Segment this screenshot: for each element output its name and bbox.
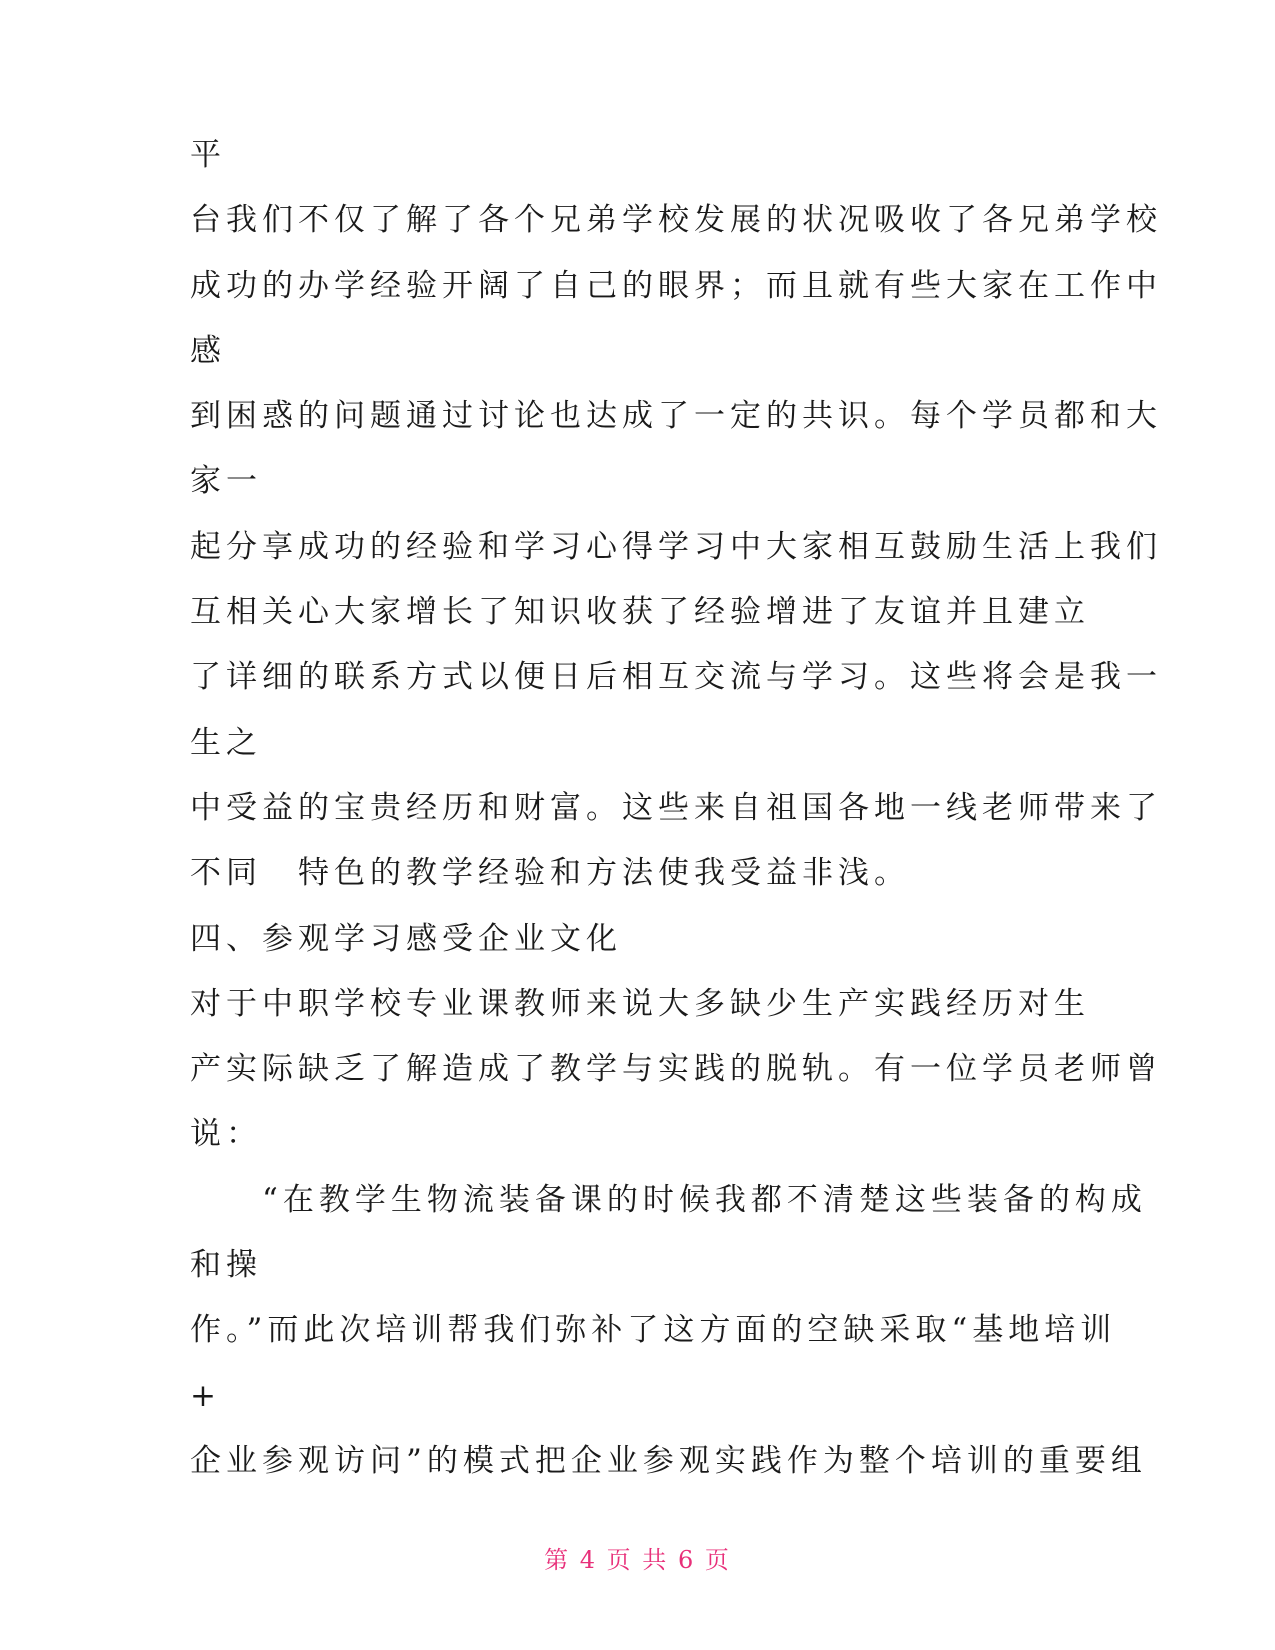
page-number-footer: 第 4 页 共 6 页 <box>544 1546 731 1574</box>
text-line: 说： <box>190 1116 262 1153</box>
text-line: 生之 <box>190 724 262 761</box>
text-line: 企业参观访问”的模式把企业参观实践作为整个培训的重要组 <box>190 1442 1147 1479</box>
text-line: 和操 <box>190 1247 262 1284</box>
text-line: 成功的办学经验开阔了自己的眼界；而且就有些大家在工作中 <box>190 267 1162 304</box>
text-line: 中受益的宝贵经历和财富。这些来自祖国各地一线老师带来了 <box>190 789 1162 826</box>
text-line: + <box>190 1377 221 1414</box>
text-line: 台我们不仅了解了各个兄弟学校发展的状况吸收了各兄弟学校 <box>190 202 1162 239</box>
text-line: 到困惑的问题通过讨论也达成了一定的共识。每个学员都和大 <box>190 398 1162 435</box>
body-text <box>190 137 1162 1511</box>
text-line: 对于中职学校专业课教师来说大多缺少生产实践经历对生 <box>190 985 1090 1022</box>
text-line: 起分享成功的经验和学习心得学习中大家相互鼓励生活上我们 <box>190 528 1162 565</box>
section-heading: 四、参观学习感受企业文化 <box>190 920 622 957</box>
text-line: 了详细的联系方式以便日后相互交流与学习。这些将会是我一 <box>190 659 1162 696</box>
text-line: 不同 特色的教学经验和方法使我受益非浅。 <box>190 855 910 892</box>
text-line: 家一 <box>190 463 262 500</box>
text-line: 作。”而此次培训帮我们弥补了这方面的空缺采取“基地培训 <box>190 1312 1117 1349</box>
text-line: 互相关心大家增长了知识收获了经验增进了友谊并且建立 <box>190 594 1090 631</box>
text-line: “在教学生物流装备课的时候我都不清楚这些装备的构成 <box>190 1181 1147 1218</box>
text-line: 平 <box>190 137 226 173</box>
text-line: 感 <box>190 332 226 369</box>
text-line: 产实际缺乏了解造成了教学与实践的脱轨。有一位学员老师曾 <box>190 1051 1162 1088</box>
